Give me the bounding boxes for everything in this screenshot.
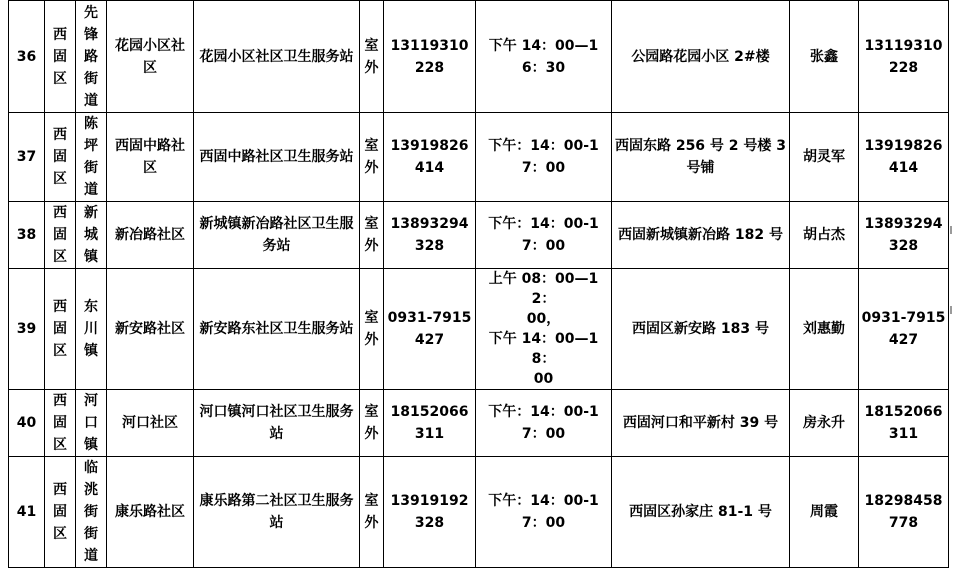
contact-phone: 18152066311 [859,390,949,457]
scroll-tick-icon [950,306,952,314]
service-station: 花园小区社区卫生服务站 [194,1,360,113]
street: 河口镇 [76,390,107,457]
location-type: 室外 [360,1,384,113]
service-station: 新城镇新冶路社区卫生服务站 [194,202,360,269]
address: 西固区孙家庄 81-1 号 [612,457,790,568]
district: 西固区 [45,269,76,390]
contact-phone: 18298458778 [859,457,949,568]
street: 陈坪街道 [76,113,107,202]
service-hours: 下午：14：00-17：00 [476,202,612,269]
row-number: 39 [9,269,45,390]
service-hours-line: 00 [533,371,554,387]
contact-phone: 13119310228 [859,1,949,113]
table-row [9,390,949,457]
location-type: 室外 [360,390,384,457]
row-number: 41 [9,457,45,568]
district: 西固区 [45,457,76,568]
row-number: 36 [9,1,45,113]
service-station: 西固中路社区卫生服务站 [194,113,360,202]
address: 西固河口和平新村 39 号 [612,390,790,457]
location-type: 室外 [360,457,384,568]
table-row [9,113,949,202]
street: 东川镇 [76,269,107,390]
community: 康乐路社区 [107,457,194,568]
community: 西固中路社区 [107,113,194,202]
station-phone: 18152066311 [384,390,476,457]
service-station: 新安路东社区卫生服务站 [194,269,360,390]
contact-phone: 13919826414 [859,113,949,202]
contact-person: 胡占杰 [790,202,859,269]
station-phone: 13119310228 [384,1,476,113]
contact-person: 刘惠勤 [790,269,859,390]
address: 公园路花园小区 2#楼 [612,1,790,113]
service-hours-line: 下午 14：00—18： [488,331,599,367]
community: 花园小区社区 [107,1,194,113]
service-hours: 下午 14：00—16：30 [476,1,612,113]
scroll-tick-icon [950,226,952,234]
service-hours: 下午：14：00-17：00 [476,390,612,457]
contact-person: 房永升 [790,390,859,457]
station-phone: 13919826414 [384,113,476,202]
street: 临洮街街道 [76,457,107,568]
row-number: 40 [9,390,45,457]
contact-person: 周霞 [790,457,859,568]
service-hours-line: 00， [526,311,561,327]
page-edge-scrollbar[interactable] [948,0,954,512]
district: 西固区 [45,390,76,457]
station-phone: 0931-7915427 [384,269,476,390]
district: 西固区 [45,202,76,269]
contact-phone: 13893294328 [859,202,949,269]
district: 西固区 [45,1,76,113]
service-station: 河口镇河口社区卫生服务站 [194,390,360,457]
service-station-table-sheet [8,0,948,564]
table-row [9,457,949,568]
station-phone: 13893294328 [384,202,476,269]
service-station-table [8,0,949,568]
street: 新城镇 [76,202,107,269]
address: 西固新城镇新冶路 182 号 [612,202,790,269]
address: 西固区新安路 183 号 [612,269,790,390]
district: 西固区 [45,113,76,202]
station-phone: 13919192328 [384,457,476,568]
street: 先锋路街道 [76,1,107,113]
location-type: 室外 [360,202,384,269]
contact-phone: 0931-7915427 [859,269,949,390]
service-hours-line: 上午 08：00—12： [488,271,599,307]
table-row [9,269,949,390]
community: 新冶路社区 [107,202,194,269]
service-hours: 下午：14：00-17：00 [476,113,612,202]
service-hours: 下午：14：00-17：00 [476,457,612,568]
row-number: 37 [9,113,45,202]
contact-person: 张鑫 [790,1,859,113]
community: 新安路社区 [107,269,194,390]
service-hours [476,269,612,390]
row-number: 38 [9,202,45,269]
address: 西固东路 256 号 2 号楼 3 号铺 [612,113,790,202]
location-type: 室外 [360,269,384,390]
location-type: 室外 [360,113,384,202]
table-row [9,1,949,113]
table-row [9,202,949,269]
community: 河口社区 [107,390,194,457]
contact-person: 胡灵军 [790,113,859,202]
service-station: 康乐路第二社区卫生服务站 [194,457,360,568]
